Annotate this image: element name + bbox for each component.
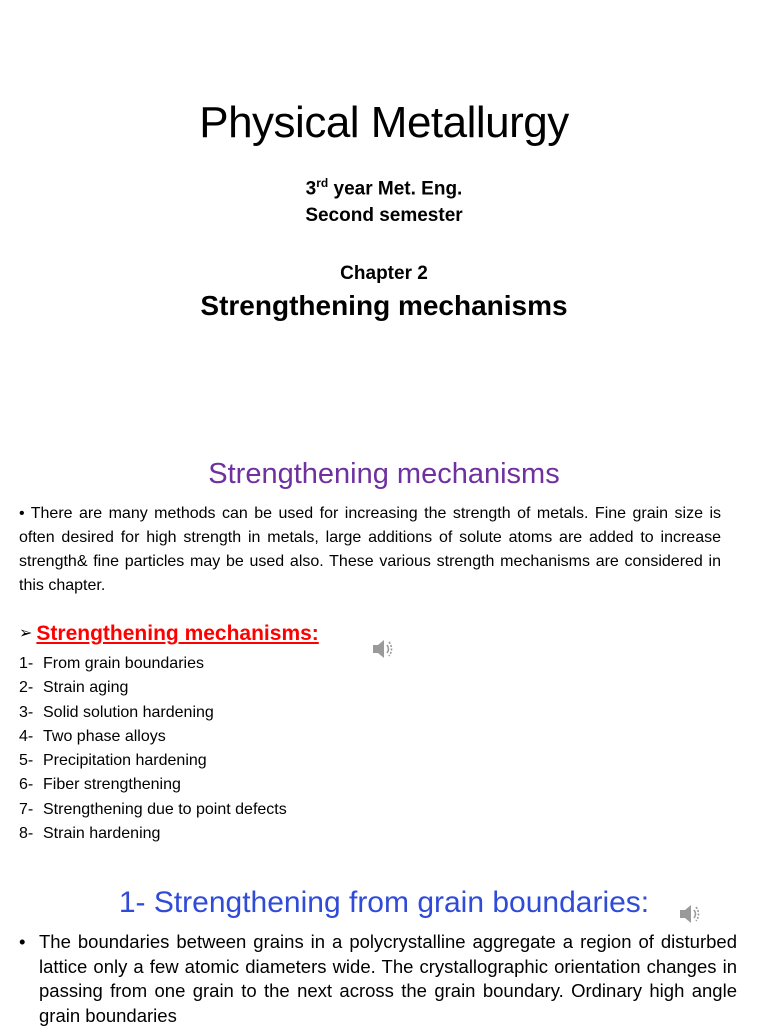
mechanisms-heading-text: Strengthening mechanisms: xyxy=(36,622,319,645)
item-label: Strengthening due to point defects xyxy=(43,800,287,818)
list-item xyxy=(19,652,287,676)
overview-slide xyxy=(0,440,768,860)
list-item xyxy=(19,725,287,749)
grain-boundaries-paragraph xyxy=(19,930,737,1028)
item-number: 3- xyxy=(19,703,34,721)
list-item xyxy=(19,798,287,822)
course-title: Physical Metallurgy xyxy=(199,98,569,147)
list-item xyxy=(19,701,287,725)
list-item xyxy=(19,822,287,846)
paragraph-text: The boundaries between grains in a polycrystalline aggregate a region of disturbed lattice only a few atomic diameters wide. The crystallographic orientation changes in passing from one grain to the next across the grain boundary. Ordinary high angle grain boundaries xyxy=(39,931,737,1026)
item-number: 5- xyxy=(19,752,34,770)
item-number: 8- xyxy=(19,825,34,843)
mechanisms-list xyxy=(19,652,287,846)
item-label: Strain hardening xyxy=(43,825,161,843)
grain-boundaries-slide xyxy=(0,860,768,1024)
mechanisms-heading xyxy=(19,622,319,646)
year-ordinal: rd xyxy=(316,176,329,190)
item-number: 2- xyxy=(19,679,34,697)
item-label: Solid solution hardening xyxy=(43,703,214,721)
slide-title: Strengthening mechanisms xyxy=(208,458,560,490)
arrow-bullet-icon: ➢ xyxy=(19,625,33,642)
section-title: 1- Strengthening from grain boundaries: xyxy=(118,886,650,919)
item-number: 1- xyxy=(19,655,34,672)
list-item xyxy=(19,749,287,773)
item-number: 6- xyxy=(19,776,34,794)
item-label: Strain aging xyxy=(43,679,129,697)
list-item xyxy=(19,676,287,700)
chapter-title: Strengthening mechanisms xyxy=(200,290,568,321)
speaker-icon[interactable] xyxy=(677,901,703,927)
item-label: Two phase alloys xyxy=(43,727,166,745)
list-item xyxy=(19,773,287,797)
year-number: 3 xyxy=(305,178,317,200)
chapter-label: Chapter 2 xyxy=(340,263,428,284)
item-label: From grain boundaries xyxy=(43,655,204,672)
semester-line: Second semester xyxy=(305,205,463,226)
title-slide xyxy=(0,0,768,440)
year-line xyxy=(0,176,768,200)
item-label: Fiber strengthening xyxy=(43,776,181,794)
item-label: Precipitation hardening xyxy=(43,752,207,770)
item-number: 4- xyxy=(19,727,34,745)
intro-paragraph: • There are many methods can be used for increasing the strength of metals. Fine grain size is often desired for high strength in metals, large additions of solute atoms are added to increase strength& fine particles may be used also. These various strength mechanisms are considered in this chapter. xyxy=(19,505,721,594)
year-text: year Met. Eng. xyxy=(328,178,463,200)
bullet-dot: • xyxy=(19,931,26,952)
item-number: 7- xyxy=(19,800,34,818)
speaker-icon[interactable] xyxy=(370,636,396,662)
